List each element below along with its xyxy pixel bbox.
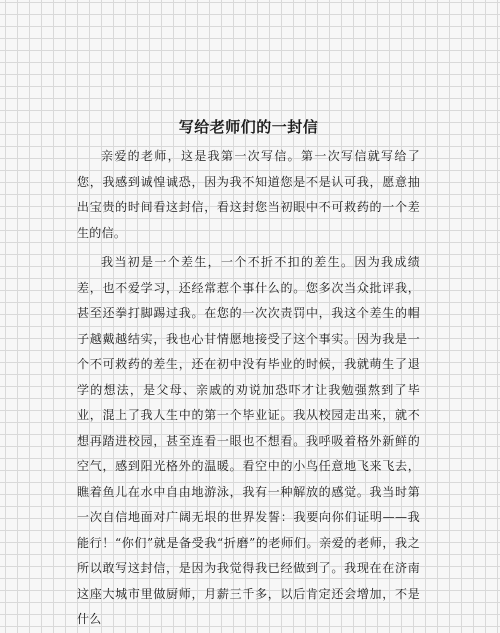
letter-title: 写给老师们的一封信 <box>178 118 319 136</box>
letter <box>77 114 420 633</box>
paragraph-2: 我当初是一个差生，一个不折不扣的差生。因为我成绩差，也不爱学习，还经常惹个事什么的。您多次当众批评我，甚至还拳打脚踢过我。在您的一次次责罚中，我这个差生的帽子越戴越结实，我也心甘情愿地接受了这个事实。因为我是一个不可救药的差生，还在初中没有毕业的时候，我就萌生了退学的想法，是父母、亲戚的劝说加恐吓才让我勉强熬到了毕业，混上了我人生中的第一个毕业证。我从校园走出来，就不想再踏进校园，甚至连看一眼也不想看。我呼吸着格外新鲜的空气，感到阳光格外的温暖。看空中的小鸟任意地飞来飞去，瞧着鱼儿在水中自由地游泳，我有一种解放的感觉。我当时第一次自信地面对广阔无垠的世界发誓：我要向你们证明——我能行！“你们”就是备受我“折磨”的老师们。亲爱的老师，我之所以敢写这封信，是因为我觉得我已经做到了。我现在在济南这座大城市里做厨师，月薪三千多，以后肯定还会增加，不是什么 <box>77 255 420 626</box>
paragraph-1: 亲爱的老师，这是我第一次写信。第一次写信就写给了您，我感到诚惶诚恐，因为我不知道您是不是认可我，愿意抽出宝贵的时间看这封信，看这封您当初眼中不可救药的一个差生的信。 <box>77 149 420 240</box>
